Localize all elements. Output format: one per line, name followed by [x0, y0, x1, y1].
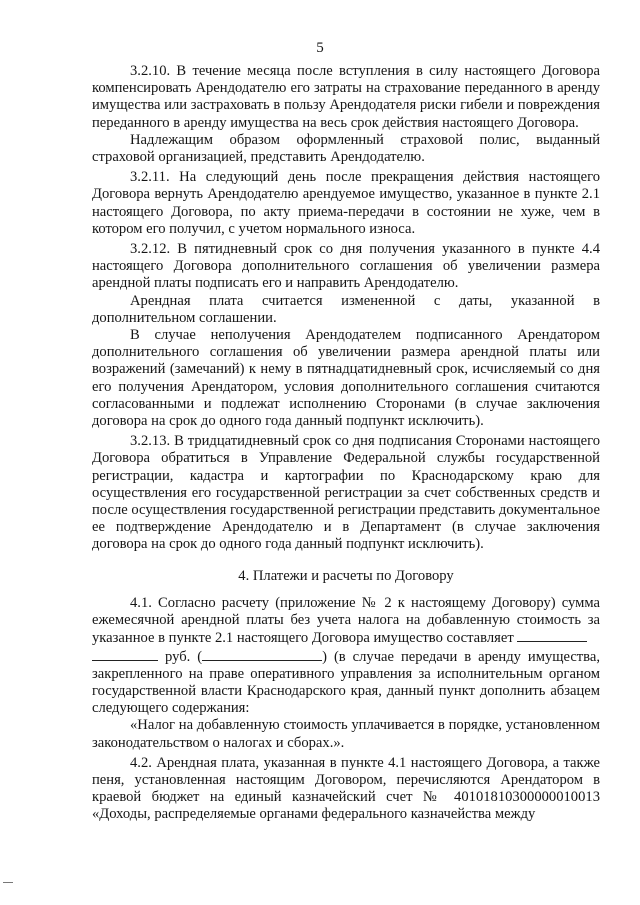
clause-4-1-text: 4.1. Согласно расчету (приложение № 2 к настоящему Договору) сумма ежемесячной арендной платы без учета налога на добавленную стоимость за указанное в пункте 2.1 настоящего Договора имущество составляет — [92, 594, 600, 647]
clause-3-2-10-policy: Надлежащим образом оформленный страховой полис, выданный страховой организацией, представить Арендодателю. — [92, 131, 600, 166]
clause-3-2-12-non-receipt: В случае неполучения Арендодателем подписанного Арендатором дополнительного соглашения об увеличении размера арендной платы или возражений (замечаний) к нему в пятнадцатидневный срок, исчисляемый со дня его получения Арендатором, условия дополнительного соглашения считаются согласованными и подлежат исполнению Сторонами (в случае заключения договора на срок до одного года данный подпункт исключить). — [92, 327, 600, 430]
clause-3-2-10: 3.2.10. В течение месяца после вступления в силу настоящего Договора компенсировать Арендодателю его затраты на страхование переданного в аренду имущества или застраховать в пользу Арендодателя риски гибели и повреждения переданного в аренду имущества на весь срок действия настоящего Договора. — [92, 63, 600, 131]
clause-3-2-13: 3.2.13. В тридцатидневный срок со дня подписания Сторонами настоящего Договора обратиться в Управление Федеральной службы государственной регистрации, кадастра и картографии по Краснодарскому краю для осуществления его государственной регистрации за счет собственных средств и после осуществления государственной регистрации представить документальное ее подтверждение Арендодателю и в Департамент (в случае заключения договора на срок до одного года данный подпункт исключить). — [92, 433, 600, 553]
amount-blank — [517, 629, 587, 642]
clause-4-1-vat-note: ) (в случае передачи в аренду имущества, закрепленного на праве оперативного управления за исполнительным органом государственной власти Краснодарского края, данный пункт дополнить абзацем следующего содержания: — [92, 648, 601, 717]
clause-4-2: 4.2. Арендная плата, указанная в пункте 4.1 настоящего Договора, а также пеня, установленная настоящим Договором, перечисляются Арендатором в краевой бюджет на единый казначейский счет № 40101810300000010013 «Доходы, распределяемые органами федерального казначейства между — [92, 754, 600, 823]
clause-3-2-11: 3.2.11. На следующий день после прекращения действия настоящего Договора вернуть Арендодателю арендуемое имущество, указанное в пункте 2.1 настоящего Договора, по акту приема-передачи в состоянии не хуже, чем в котором его получил, с учетом нормального износа. — [92, 169, 600, 237]
page-number: 5 — [316, 40, 324, 56]
clause-3-2-12: 3.2.12. В пятидневный срок со дня получения указанного в пункте 4.4 настоящего Договора дополнительного соглашения об увеличении размера арендной платы подписать его и направить Арендодателю. — [92, 241, 600, 292]
amount-in-words-blank — [202, 648, 322, 661]
clause-4-1-rub: руб. ( — [164, 648, 203, 665]
clause-4-1-vat-quote: «Налог на добавленную стоимость уплачивается в порядке, установленном законодательством о налогах и сборах.». — [92, 717, 600, 751]
scan-edge-mark — [3, 882, 13, 883]
section-4-heading: 4. Платежи и расчеты по Договору — [238, 567, 454, 584]
clause-4-1 — [92, 595, 600, 717]
document-body — [92, 63, 600, 824]
amount-blank-continued — [92, 648, 158, 661]
clause-3-2-12-rent-change: Арендная плата считается измененной с даты, указанной в дополнительном соглашении. — [92, 292, 600, 326]
